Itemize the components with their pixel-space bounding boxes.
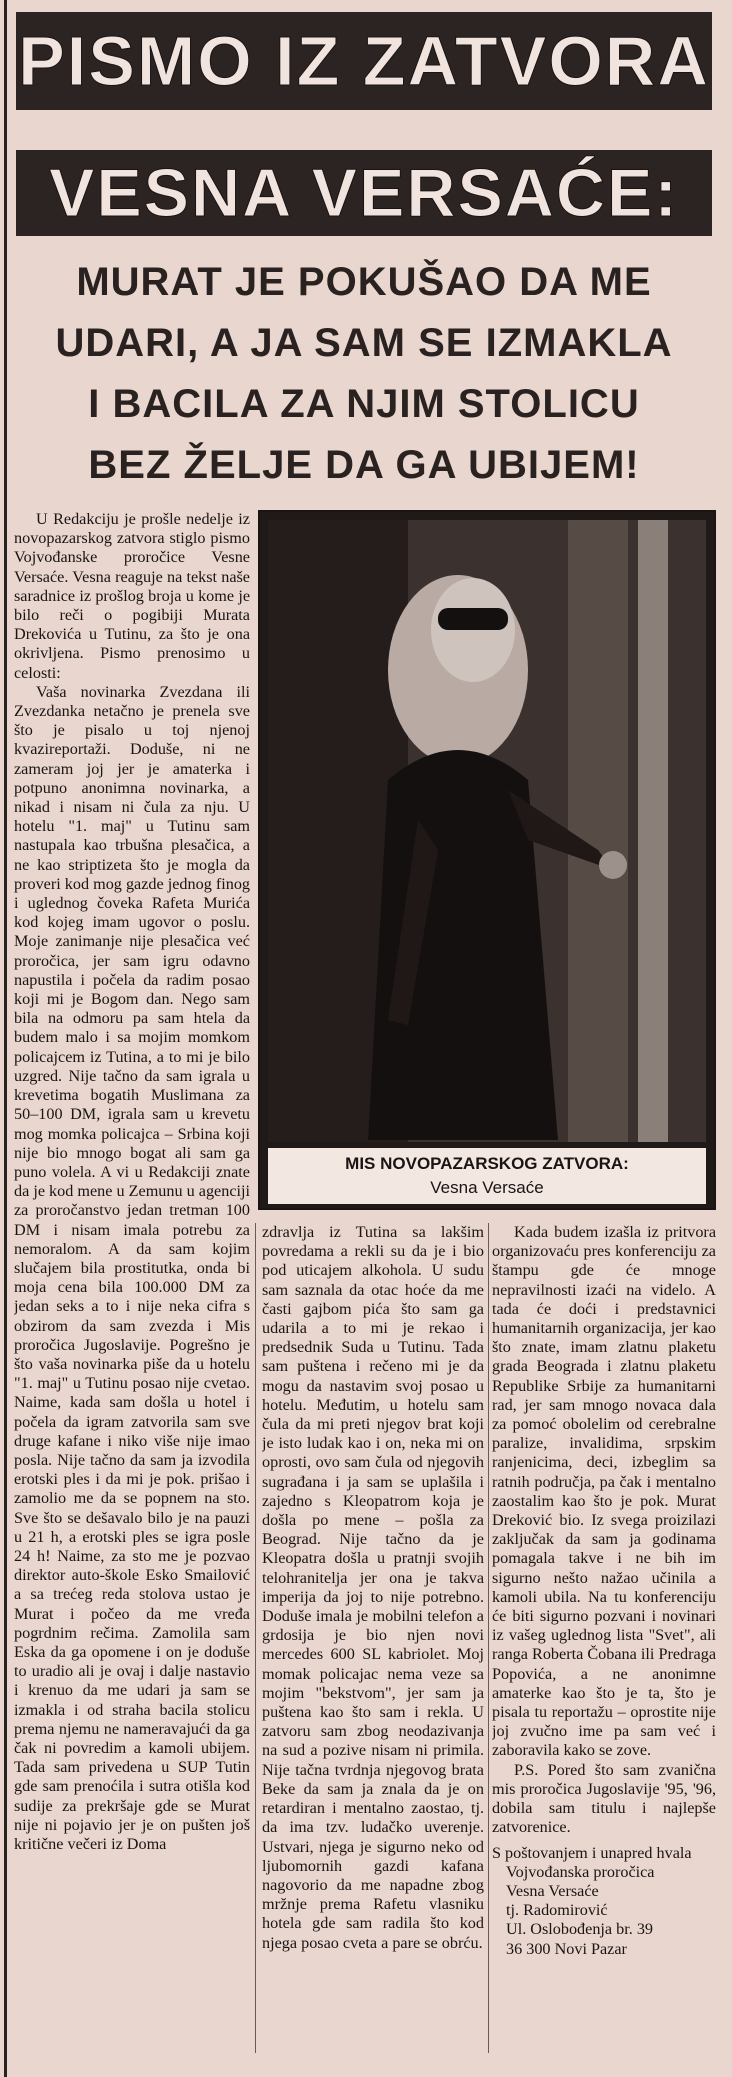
- subhead-line: UDARI, A JA SAM SE IZMAKLA: [55, 321, 673, 365]
- caption-name: Vesna Versaće: [430, 1178, 544, 1197]
- signature-maiden-name: tj. Radomirović: [506, 1901, 608, 1920]
- page-left-rule: [4, 0, 7, 2077]
- signature-city: 36 300 Novi Pazar: [506, 1939, 627, 1958]
- signature-title: Vojvođanska proročica: [506, 1862, 655, 1881]
- subhead-line: MURAT JE POKUŠAO DA ME: [76, 260, 652, 304]
- subhead-line: I BACILA ZA NJIM STOLICU: [88, 382, 640, 426]
- article-column-2: [262, 1223, 484, 2055]
- column-divider: [488, 1223, 489, 2053]
- photo-box: [258, 510, 716, 1210]
- caption-title: MIS NOVOPAZARSKOG ZATVORA:: [345, 1154, 629, 1173]
- subhead-line: BEZ ŽELJE DA GA UBIJEM!: [88, 443, 640, 487]
- photo-caption: [268, 1148, 706, 1204]
- top-banner: [16, 12, 712, 110]
- signature-street: Ul. Oslobođenja br. 39: [506, 1920, 654, 1939]
- column-divider: [255, 1223, 256, 2053]
- signature-name: Vesna Versaće: [506, 1881, 599, 1900]
- woman-photo-illustration: [268, 520, 706, 1142]
- name-banner: [16, 150, 712, 236]
- article-column-3: [492, 1223, 716, 2055]
- banner-title: PISMO IZ ZATVORA: [18, 22, 710, 100]
- article-paragraph: Kada budem izašla iz pritvora organizovaću pres konferenciju za štampu gde će mnoge nepravilnosti izaći na videlo. A tada će doći i predstavnici humanitarnih organizacija, jer kao što znate, imam zlatnu plaketu grada Beograda i zlatnu plaketu Republike Srbije za humanitarni rad, jer sam mnogo novaca dala za pomoć obolelim od cerebralne paralize, invalidima, srpskim ranjenicima, deci, izbeglim sa ratnih područja, pa čak i mentalno zaostalim kao što je pok. Murat Dreković bio. Iz svega proizilazi zaključak da sam ja godinama pomagala takve i ne bih im sigurno nešto nažao učinila a kamoli ubila. Na tu konferenciju će biti sigurno pozvani i novinari iz vašeg uglednog lista "Svet", ali ranga Roberta Čobana ili Predraga Popovića, a ne anonimne amaterke kao što je ta, što je pisala tu reportažu – oprostite nije joj zvučno ime pa sam već i zaboravila kako se zove.: [492, 1223, 716, 1760]
- article-paragraph: zdravlja iz Tutina sa lakšim povredama a rekli su da je i bio pod uticajem alkohola. U sudu sam saznala da otac hoće da me časti gajbom pića što sam ga udarila a to mi je rekao i predsednik Suda u Tutinu. Tada sam puštena i rečeno mi je da mogu da nastavim svoj posao u hotelu. Međutim, u hotelu sam čula da mi preti njegov brat koji je isto ludak kao i on, neka mi on oprosti, ovo sam čula od njegovih sugrađana i ja sam se uplašila i zajedno s Kleopatrom koja je došla po mene – pošla za Beograd. Nije tačno da je Kleopatra došla u pratnji svojih telohranitelja jer ona je takva imperija da joj to nije potrebno. Doduše imala je mobilni telefon a grdosija je bio njen novi mercedes 600 SL kabriolet. Moj momak policajac nema veze sa mojim "bekstvom", jer sam ja puštena kao što sam i rekla. U zatvoru sam zbog neodazivanja na sud a pozive nisam ni primila. Nije tačna tvrdnja njegovog brata Beke da sam ja znala da je on retardiran i mentalno zaostao, tj. da ima tzv. ludačko uverenje. Ustvari, njega je sigurno neko od ljubomornih gazdi kafana nagovorio da me napadne zbog mržnje prema Rafetu vlasniku hotela gde sam radila što kod njega posao cveta a pare se obrću.: [262, 1223, 484, 1952]
- article-paragraph: P.S. Pored što sam zvanična mis proročica Jugoslavije '95, '96, dobila sam titulu i najlepše zatvorenice.: [492, 1760, 716, 1837]
- article-paragraph: Vaša novinarka Zvezdana ili Zvezdanka netačno je prenela sve što je pisalo u toj njenoj kvazireportaži. Doduše, ni ne zameram joj jer je amaterka i potpuno anonimna novinarka, a nikad i nisam ni čula za nju. U hotelu "1. maj" u Tutinu sam nastupala kao trbušna plesačica, a ne kao striptizeta što je mogla da proveri kod mog gazde jednog finog i uglednog čoveka Rafeta Murića kod kojeg imam ugovor o poslu. Moje zanimanje nije plesačica već proročica, jer sam igru odavno napustila i počela da radim posao koji mi je Bogom dan. Nego sam bila na odmoru pa sam htela da budem malo i sa mojim momkom policajcem iz Tutina, a to mi je bilo uzgred. Nije tačno da sam igrala u krevetima bogatih Muslimana za 50–100 DM, igrala sam u krevetu mog momka policajca – Srbina koji nije bio mnogo bogat ali sam ga puno volela. A vi u Redakciji znate da je kod mene u Zemunu u agenciji za proročanstvo jedan tretman 100 DM i nisam imala potrebu za nemoralom. A da sam kojim slučajem bila prostitutka, onda bi moja cena bila 100.000 DM za jedan seks a to i nije neka cifra s obzirom da sam zvezda i Mis proročica Jugoslavije. Pogrešno je što vaša novinarka piše da u hotelu "1. maj" u Tutinu posao nije cvetao. Naime, kada sam došla u hotel i počela da igram zatvorila sam sve druge kafane i niko više nije imao posla. Nije tačno da sam ja izvodila erotski ples i da mi je pok. prišao i zamolio me da se popnem na sto. Sve što se dešavalo bilo je na pauzi u 21 h, a erotski ples se igra posle 24 h! Naime, za sto me je pozvao direktor auto-škole Esko Smailović a sa trećeg reda stolova ustao je Murat i počeo da me vređa pogrdnim rečima. Zamolila sam Eska da ga opomene i on je doduše to uradio ali je ovaj i dalje nastavio i krenuo da me udari ja sam se izmakla i od straha bacila stolicu prema njemu ne nameravajući da ga čak ni povredim a kamoli ubijem. Tada sam privedena u SUP Tutin gde sam prenoćila i sutra otišla kod sudije za prekršaje gde se Murat nije ni pojavio jer je on pušten još kritične večeri iz Doma: [14, 682, 250, 1854]
- banner-name: VESNA VERSAĆE:: [48, 155, 680, 231]
- article-column-1: [14, 510, 250, 2060]
- subheadline: [16, 252, 712, 502]
- photo-image: [268, 520, 706, 1142]
- signature-greeting: S poštovanjem i unapred hvala: [492, 1843, 692, 1862]
- article-paragraph: U Redakciju je prošle nedelje iz novopazarskog zatvora stiglo pismo Vojvođanske proročice Vesne Versaće. Vesna reaguje na tekst naše saradnice iz prošlog broja u kome je bilo reči o pogibiji Murata Drekovića u Tutinu, za što je ona okrivljena. Pismo prenosimo u celosti:: [14, 510, 250, 682]
